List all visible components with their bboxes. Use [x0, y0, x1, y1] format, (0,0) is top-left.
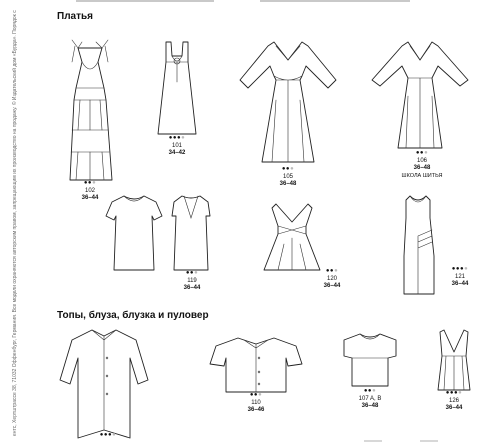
catalog-page: ентс, Хертштрассе 38, 71032 Оффенбург, Германия. Все модели охраняются авторским правом, запрещающим их производство на продажу. © Издательский дом «Бурда». Порядок с Платья Топы, блуза, блузка и пуловер ●●● 102 36–44 ●●●● 101 34–42 ●●● 105 36–48 ●●● 106 36–48 ШКОЛА ШИТЬЯ ●●● 119 36–44 ●●● 120 36–44 ●●●● 121 36–44 ●●●● ●●● 110 36–46 ●●● 107 A, B 36–48 ●●●● 126 36–44: [0, 0, 504, 442]
dress-102-sketch: [60, 40, 120, 180]
model-sizes: 34–42: [168, 150, 186, 156]
dress-119-sketch: [112, 192, 222, 272]
model-extra-label: ШКОЛА ШИТЬЯ: [401, 172, 443, 179]
dress-106-sketch: [372, 40, 472, 150]
top-cropped-text-fragment: [70, 0, 504, 5]
model-number: 110: [251, 399, 261, 406]
dress-105-sketch: [236, 40, 340, 165]
model-number: 126: [448, 397, 459, 404]
top-107-sketch: [340, 332, 400, 388]
section-title-dresses: Платья: [57, 11, 93, 22]
model-sizes: 36–48: [279, 181, 297, 187]
side-copyright-text: ентс, Хертштрассе 38, 71032 Оффенбург, Германия. Все модели охраняются авторским правом, запрещающим их производство на продажу. © Издательский дом «Бурда». Порядок с: [12, 10, 18, 436]
model-number: 107 A, B: [358, 395, 382, 402]
model-number: 105: [282, 173, 293, 180]
dress-120-sketch: [262, 204, 322, 274]
model-sizes: 36–44: [445, 405, 463, 411]
blouse-sketch: [60, 328, 150, 440]
model-sizes: 36–44: [81, 195, 99, 201]
model-number: 106: [416, 157, 427, 164]
model-sizes: 36–44: [323, 283, 341, 289]
model-sizes: 36–48: [361, 403, 379, 409]
model-sizes: 36–46: [247, 407, 265, 413]
model-number: 120: [326, 275, 337, 282]
model-number: 119: [187, 277, 197, 284]
section-title-tops: Топы, блуза, блузка и пуловер: [57, 310, 209, 321]
model-sizes: 36–44: [451, 281, 469, 287]
dress-101-sketch: [152, 42, 202, 134]
model-number: 121: [454, 273, 465, 280]
top-126-sketch: [432, 328, 476, 392]
side-copyright-strip: [0, 0, 18, 442]
model-number: 101: [171, 142, 182, 149]
model-number: 102: [84, 187, 95, 194]
top-110-sketch: [208, 336, 304, 396]
model-sizes: 36–44: [183, 285, 201, 291]
model-sizes: 36–48: [413, 165, 431, 171]
